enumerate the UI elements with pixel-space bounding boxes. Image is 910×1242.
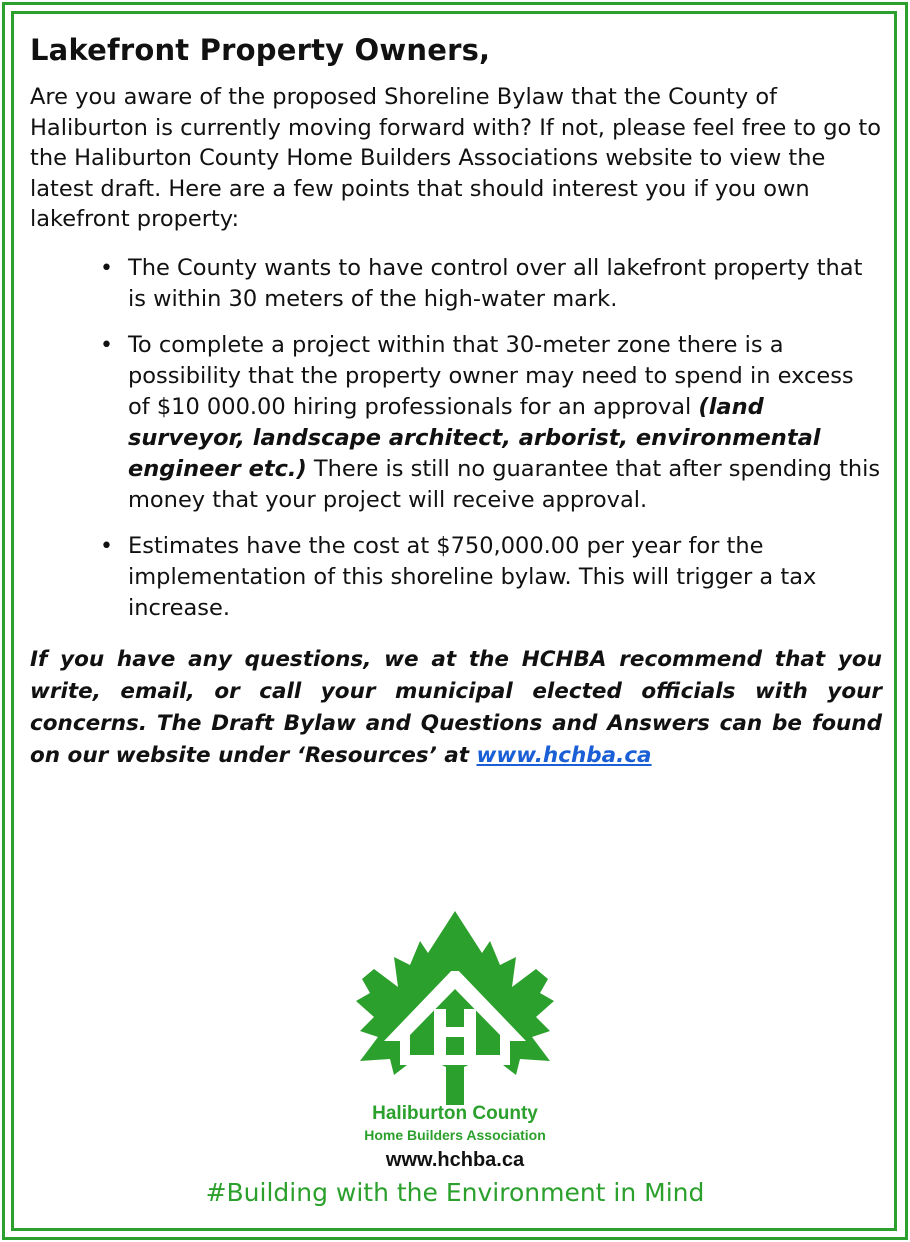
- intro-paragraph: Are you aware of the proposed Shoreline Bylaw that the County of Haliburton is currently moving forward with? If not, please feel free to go to the Haliburton County Home Builders Associations website to view the latest draft. Here are a few points that should interest you if you own lakefront property:: [30, 84, 882, 232]
- website-link[interactable]: www.hchba.ca: [476, 742, 652, 768]
- maple-leaf-house-logo-icon: [340, 905, 570, 1105]
- closing-paragraph: [30, 644, 882, 772]
- bullet-icon: •: [100, 332, 113, 358]
- bullet-icon: •: [100, 255, 113, 281]
- heading: Lakefront Property Owners,: [30, 33, 491, 67]
- bullet-list: [30, 253, 882, 624]
- point-emphasis: (land surveyor, landscape architect, arborist, environmental engineer etc.): [128, 393, 821, 482]
- flyer-content: [30, 30, 882, 772]
- list-item: [100, 330, 882, 516]
- org-name-line1: Haliburton County: [372, 1103, 538, 1124]
- point-text: To complete a project within that 30-meter zone there is a possibility that the property owner may need to spend in excess of $10 000.00 hiring professionals for an approval: [128, 331, 854, 420]
- list-item: [100, 531, 882, 624]
- org-name-line2: Home Builders Association: [364, 1127, 546, 1143]
- org-website: www.hchba.ca: [385, 1149, 525, 1171]
- tagline: #Building with the Environment in Mind: [205, 1178, 705, 1207]
- point-text: Estimates have the cost at $750,000.00 per year for the implementation of this shoreline bylaw. This will trigger a tax increase.: [128, 532, 817, 621]
- bullet-icon: •: [100, 533, 113, 559]
- point-text: The County wants to have control over all lakefront property that is within 30 meters of the high-water mark.: [128, 254, 863, 312]
- list-item: [100, 253, 882, 315]
- point-text-after: There is still no guarantee that after spending this money that your project will receive approval.: [128, 455, 881, 513]
- closing-text: If you have any questions, we at the HCHBA recommend that you write, email, or call your municipal elected officials with your concerns. The Draft Bylaw and Questions and Answers can be found on our website under ‘Resources’ at: [30, 646, 882, 768]
